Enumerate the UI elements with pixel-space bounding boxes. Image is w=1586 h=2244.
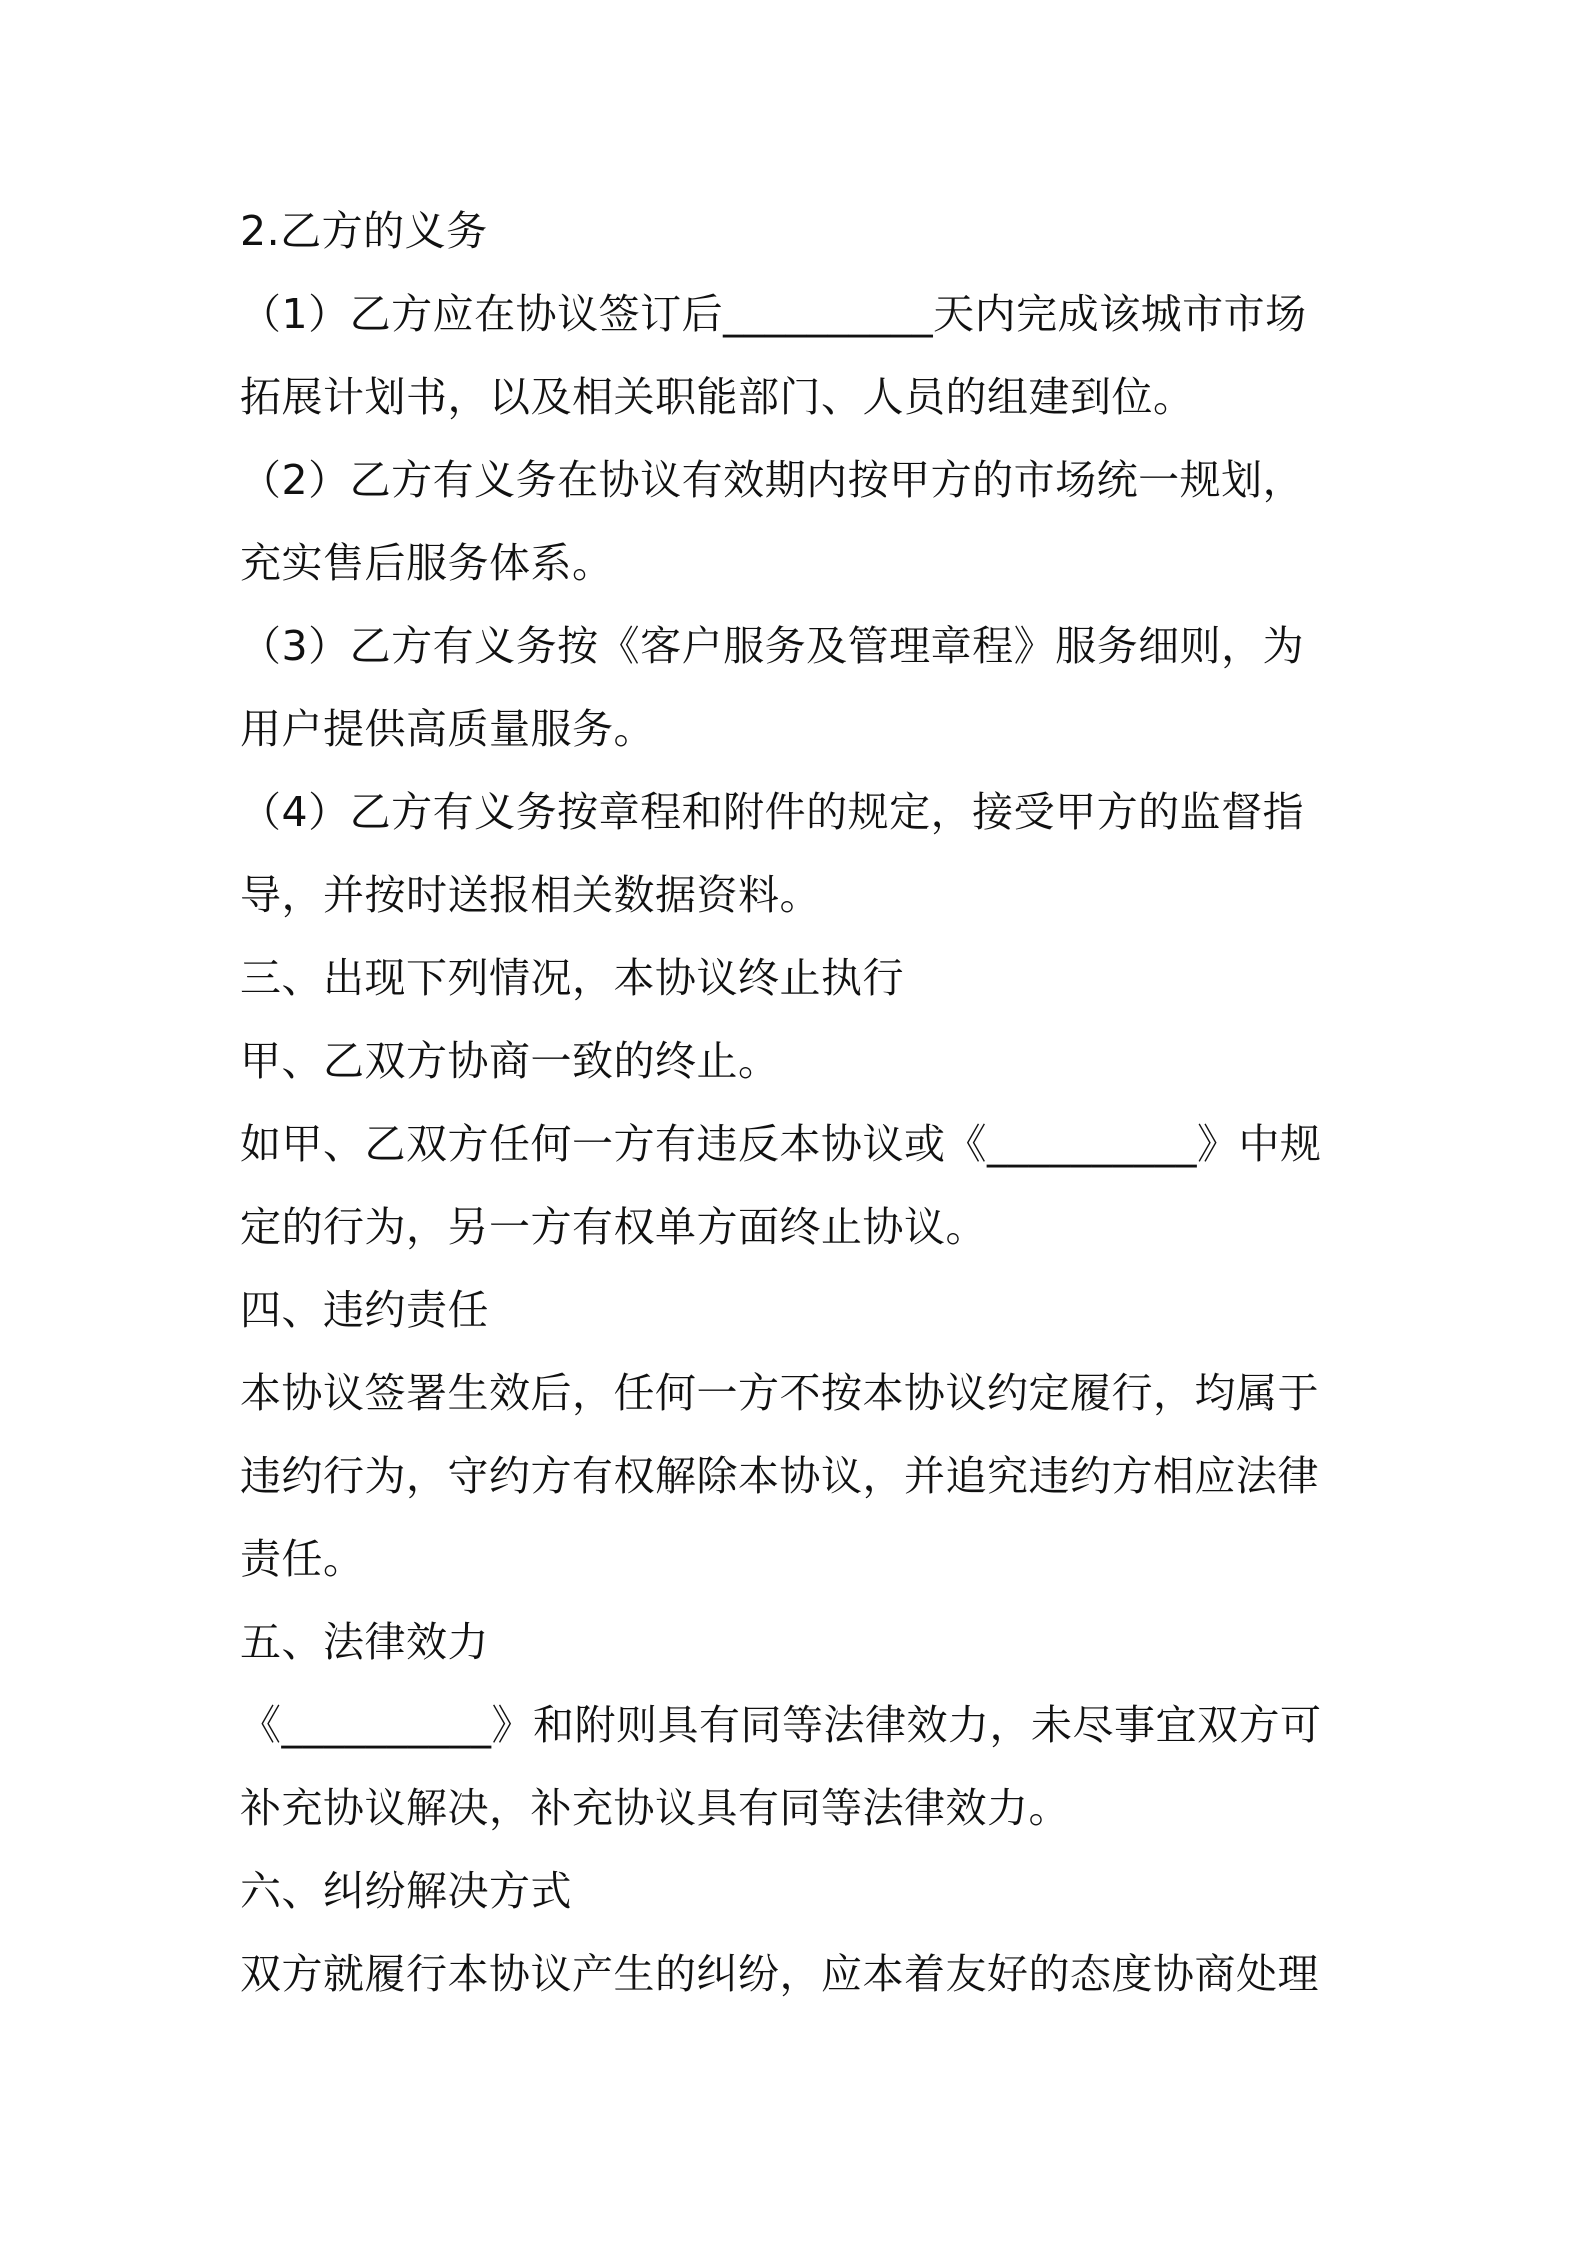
paragraph-line: 用户提供高质量服务。 (240, 705, 655, 753)
paragraph-line: （1）乙方应在协议签订后__________天内完成该城市市场 (240, 290, 1307, 338)
paragraph-line: 定的行为，另一方有权单方面终止协议。 (240, 1203, 987, 1251)
paragraph-line: 《__________》和附则具有同等法律效力，未尽事宜双方可 (240, 1701, 1322, 1749)
document-body (240, 190, 1360, 2016)
paragraph-line: 充实售后服务体系。 (240, 539, 614, 587)
section-heading-breach-liability: 四、违约责任 (240, 1286, 489, 1334)
paragraph-line: 如甲、乙双方任何一方有违反本协议或《__________》中规 (240, 1120, 1322, 1168)
paragraph-line: （4）乙方有义务按章程和附件的规定，接受甲方的监督指 (240, 788, 1305, 836)
paragraph-line: 双方就履行本协议产生的纠纷，应本着友好的态度协商处理 (240, 1950, 1319, 1998)
section-heading-party-b-obligations: 2.乙方的义务 (240, 207, 488, 255)
paragraph-line: 补充协议解决，补充协议具有同等法律效力。 (240, 1784, 1070, 1832)
section-heading-legal-effect: 五、法律效力 (240, 1618, 489, 1666)
section-heading-termination: 三、出现下列情况，本协议终止执行 (240, 954, 904, 1002)
paragraph-line: （2）乙方有义务在协议有效期内按甲方的市场统一规划， (240, 456, 1305, 504)
paragraph-line: 甲、乙双方协商一致的终止。 (240, 1037, 780, 1085)
paragraph-line: 违约行为，守约方有权解除本协议，并追究违约方相应法律 (240, 1452, 1319, 1500)
paragraph-line: 导，并按时送报相关数据资料。 (240, 871, 821, 919)
paragraph-line: （3）乙方有义务按《客户服务及管理章程》服务细则，为 (240, 622, 1305, 670)
paragraph-line: 责任。 (240, 1535, 365, 1583)
paragraph-line: 拓展计划书，以及相关职能部门、人员的组建到位。 (240, 373, 1195, 421)
paragraph-line: 本协议签署生效后，任何一方不按本协议约定履行，均属于 (240, 1369, 1319, 1417)
section-heading-dispute-resolution: 六、纠纷解决方式 (240, 1867, 572, 1915)
